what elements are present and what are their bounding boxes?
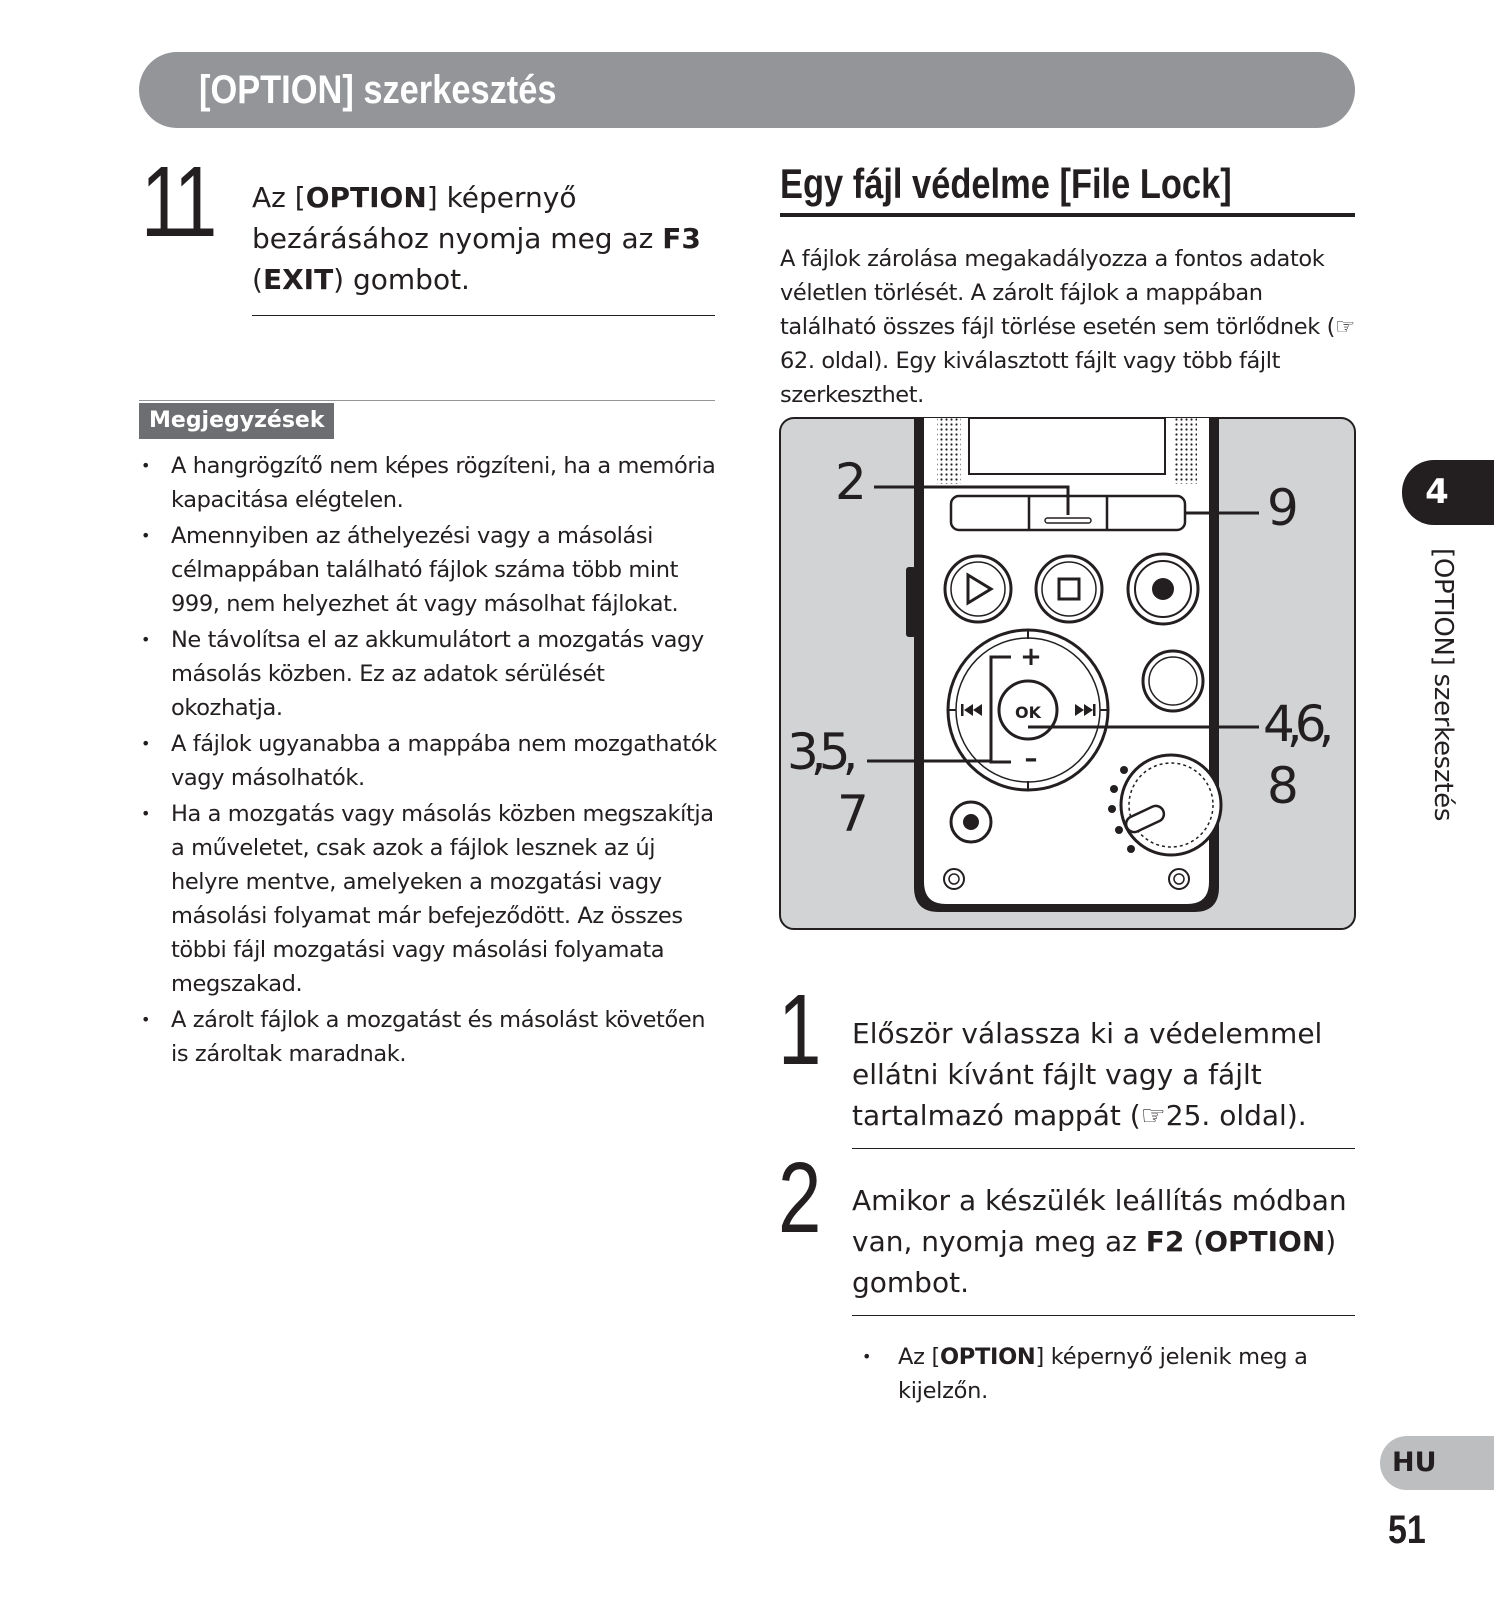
- step-1-rule: [852, 1148, 1355, 1149]
- step-2-rule: [852, 1315, 1355, 1316]
- step-11-rule: [252, 315, 715, 316]
- callout-7: 7: [837, 785, 869, 843]
- section-rule: [780, 213, 1355, 217]
- page-title: [OPTION] szerkesztés: [199, 68, 557, 112]
- chapter-number: 4: [1425, 472, 1449, 512]
- language-label: HU: [1392, 1447, 1437, 1478]
- note-item: • A zárolt fájlok a mozgatást és másolást követően is zároltak maradnak.: [139, 1003, 719, 1071]
- notes-rule: [139, 400, 715, 401]
- step-number-1: 1: [778, 974, 817, 1086]
- note-item: • Ne távolítsa el az akkumulátort a mozgatás vagy másolás közben. Ez az adatok sérülését okozhatja.: [139, 623, 719, 725]
- chapter-label: [OPTION] szerkesztés: [1428, 548, 1458, 822]
- intro-text: A fájlok zárolása megakadályozza a fontos adatok véletlen törlését. A zárolt fájlok a mappában található összes fájl törlése esetén sem törlődnek (☞ 62. oldal). Egy kiválasztott fájlt vagy több fájlt szerkeszthet.: [780, 246, 1355, 408]
- notes-label: Megjegyzések: [139, 403, 334, 439]
- note-item: • A fájlok ugyanabba a mappába nem mozgathatók vagy másolhatók.: [139, 727, 719, 795]
- callout-8: 8: [1267, 757, 1299, 815]
- header-bar: [139, 52, 1355, 128]
- plus-label: +: [1020, 642, 1042, 672]
- step-number-11: 11: [141, 146, 213, 258]
- step-11-text: Az [OPTION] képernyő bezárásához nyomja meg az F3 (EXIT) gombot.: [252, 181, 701, 296]
- callout-9: 9: [1267, 479, 1299, 537]
- note-item: • Amennyiben az áthelyezési vagy a másolási célmappában található fájlok száma több mint 999, nem helyezhet át vagy másolhat fájlokat.: [139, 519, 719, 621]
- minus-label: –: [1024, 744, 1038, 774]
- recorder-diagram: [779, 417, 1356, 930]
- step-number-2: 2: [778, 1142, 817, 1254]
- notes-list: [139, 449, 719, 1073]
- section-title: Egy fájl védelme [File Lock]: [780, 160, 1232, 207]
- step-2-text: Amikor a készülék leállítás módban van, nyomja meg az F2 (OPTION) gombot.: [852, 1184, 1347, 1299]
- callout-2: 2: [835, 453, 867, 511]
- note-item: • A hangrögzítő nem képes rögzíteni, ha a memória kapacitása elégtelen.: [139, 449, 719, 517]
- ok-button-label: OK: [1015, 703, 1041, 722]
- step-1-text: Először válassza ki a védelemmel ellátni kívánt fájlt vagy a fájlt tartalmazó mappát (☞25. oldal).: [852, 1017, 1323, 1132]
- note-item: • Ha a mozgatás vagy másolás közben megszakítja a műveletet, csak azok a fájlok lesznek az új helyre mentve, amelyeken a mozgatási vagy másolási folyamat már befejeződött. Az összes többi fájl mozgatási vagy másolási folyamata megszakad.: [139, 797, 719, 1001]
- callout-4-6: 4,6,: [1263, 695, 1327, 753]
- page-number: 51: [1388, 1508, 1426, 1552]
- step-2-bullet: • Az [OPTION] képernyő jelenik meg a kijelzőn.: [860, 1340, 1358, 1408]
- callout-3-5: 3,5,: [787, 723, 851, 781]
